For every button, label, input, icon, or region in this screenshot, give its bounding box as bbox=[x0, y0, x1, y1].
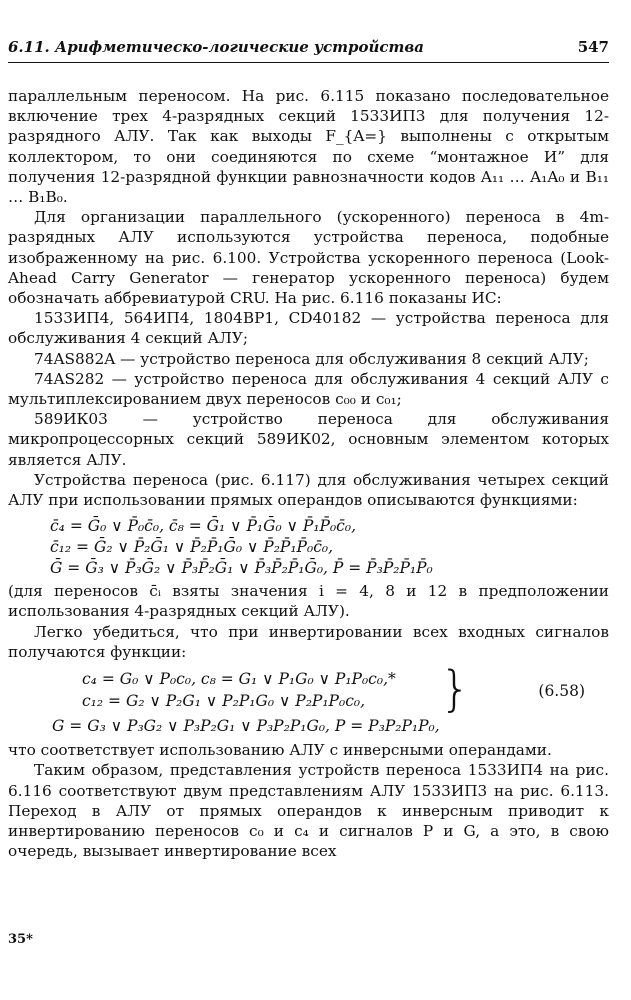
formula-inverse-3: G = G₃ ∨ P₃G₂ ∨ P₃P₂G₁ ∨ P₃P₂P₁G₀, P = P₃P₂P₁P₀, bbox=[52, 717, 440, 736]
formula-direct-2: c̄₁₂ = Ḡ₂ ∨ P̄₂Ḡ₁ ∨ P̄₂P̄₁Ḡ₀ ∨ P̄₂P̄₁P̄₀c̄₀, bbox=[50, 538, 334, 557]
section-title: 6.11. Арифметическо-логические устройства bbox=[8, 38, 424, 56]
paragraph-match: что соответствует использованию АЛУ с инверсными операндами. bbox=[8, 741, 552, 760]
paragraph-3: 1533ИП4, 564ИП4, 1804ВР1, CD40182 — устройства переноса для обслуживания 4 секций АЛУ; bbox=[8, 309, 609, 348]
formula-direct-3: Ḡ = Ḡ₃ ∨ P̄₃Ḡ₂ ∨ P̄₃P̄₂Ḡ₁ ∨ P̄₃P̄₂P̄₁Ḡ₀, P̄ = P̄₃P̄₂P̄₁P̄₀ bbox=[50, 559, 433, 578]
paragraph-1: параллельным переносом. На рис. 6.115 показано последовательное включение трех 4-разрядных секций 1533ИП3 для получения 12-разрядного АЛУ. Так как выходы F_{A=} выполнены с открытым коллектором, то они соединяются по схеме “монтажное И” для получения 12-разрядной функции равнозначности кодов A₁₁ … A₁A₀ и B₁₁ … B₁B₀. bbox=[8, 87, 609, 207]
paragraph-final: Таким образом, представления устройств переноса 1533ИП4 на рис. 6.116 соответствуют двум представлениям АЛУ 1533ИП3 на рис. 6.113. Переход в АЛУ от прямых операндов к инверсным приводит к инвертированию переносов c₀ и c₄ и сигналов P и G, а это, в свою очередь, вызывает инвертирование всех bbox=[8, 761, 609, 861]
paragraph-invert: Легко убедиться, что при инвертировании всех входных сигналов получаются функции: bbox=[8, 622, 609, 661]
formula-inverse-1: c₄ = G₀ ∨ P₀c₀, c₈ = G₁ ∨ P₁G₀ ∨ P₁P₀c₀,* bbox=[82, 670, 396, 689]
paragraph-6: 589ИК03 — устройство переноса для обслуживания микропроцессорных секций 589ИК02, основным элементом которых является АЛУ. bbox=[8, 410, 609, 469]
page-number: 547 bbox=[577, 38, 609, 56]
formula-direct-1: c̄₄ = Ḡ₀ ∨ P̄₀c̄₀, c̄₈ = Ḡ₁ ∨ P̄₁Ḡ₀ ∨ P̄₁P̄₀c̄₀, bbox=[50, 517, 356, 536]
page-body bbox=[8, 86, 609, 862]
page-header bbox=[8, 36, 609, 63]
formula-inverse-2: c₁₂ = G₂ ∨ P₂G₁ ∨ P₂P₁G₀ ∨ P₂P₁P₀c₀, bbox=[82, 692, 366, 711]
right-brace-icon: } bbox=[440, 661, 471, 718]
paragraph-2: Для организации параллельного (ускоренного) переноса в 4m-разрядных АЛУ используются устройства переноса, подобные изображенному на рис. 6.100. Устройства ускоренного переноса (Look-Ahead Carry Generator — генератор ускоренного переноса) будем обозначать аббревиатурой CRU. На рис. 6.116 показаны ИС: bbox=[8, 208, 609, 308]
equation-number: (6.58) bbox=[538, 682, 585, 701]
paragraph-5: 74AS282 — устройство переноса для обслуживания 4 секций АЛУ с мультиплексированием двух переносов c₀₀ и c₀₁; bbox=[8, 369, 609, 409]
formula-direct-group bbox=[8, 516, 609, 579]
signature-mark: 35* bbox=[8, 932, 33, 947]
paragraph-4: 74AS882A — устройство переноса для обслуживания 8 секций АЛУ; bbox=[34, 349, 589, 368]
formula-inverse-group bbox=[8, 661, 609, 718]
paragraph-after-direct: (для переносов c̄ᵢ взяты значения i = 4, 8 и 12 в предположении использования 4-разрядных секций АЛУ). bbox=[8, 582, 609, 621]
paragraph-7: Устройства переноса (рис. 6.117) для обслуживания четырех секций АЛУ при использовании прямых операндов описываются функциями: bbox=[8, 470, 609, 510]
